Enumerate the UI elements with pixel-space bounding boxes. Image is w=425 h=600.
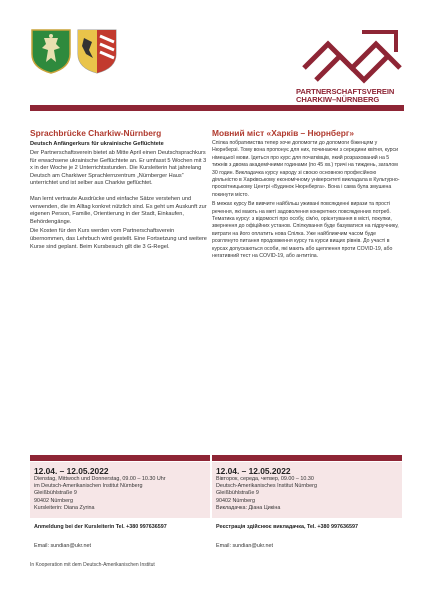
german-title: Sprachbrücke Charkiw-Nürnberg [30,128,162,138]
ukrainian-course-street: Gleißbühlstraße 9 [216,490,259,497]
german-column [30,128,210,251]
german-course-days: Dienstag, Mittwoch und Donnerstag, 09.00 – 10.30 Uhr [34,476,166,482]
german-schedule-bar [30,455,210,461]
german-paragraph-2: Man lernt vertraute Ausdrücke und einfache Sätze verstehen und verwenden, die im Alltag konkret nützlich sind. Es geht um Auskunft zur eigenen Person, Familie, Orientierung in der Stadt, Einkaufen, Behördengänge. [30,195,207,225]
german-course-place: im Deutsch-Amerikanischen Institut Nürnberg [34,483,143,490]
german-schedule [30,462,210,518]
ukrainian-column [212,128,402,261]
german-course-teacher: Kursleiterin: Diana Zyrina [34,504,95,511]
german-paragraph-1: Der Partnerschaftsverein bietet ab Mitte April einen Deutschsprachkurs für erwachsene ukrainische Geflüchtete an. Er umfasst 5 Wochen mit 3 x in der Woche je 2 Unterrichtsstunden. Die Kursleiterin hat jahrelang Deutsch am Charkiwer Sprachlernzentrum „Nürnberger Haus“ unterrichtet und ist selber aus Charkiw geflüchtet. [30,150,207,187]
german-registration [30,518,210,550]
ukrainian-title: Мовний міст «Харків – Нюрнберг» [212,128,354,138]
ukrainian-registration-email[interactable]: Email: sundian@ukr.net [216,543,274,550]
ukrainian-course-place: Deutsch-Amerikanisches Institut Nürnberg [216,483,317,490]
german-course-street: Gleißbühlstraße 9 [34,490,77,497]
ukrainian-schedule-bar [212,455,402,461]
german-registration-email[interactable]: Email: sundian@ukr.net [34,543,92,550]
german-course-city: 90402 Nürnberg [34,497,73,504]
logo-line-1: PARTNERSCHAFTSVEREIN [296,87,395,96]
ukrainian-registration [212,518,402,550]
header-divider [30,105,404,111]
ukrainian-paragraph-2: В межах курсу Ви вивчите найбільш уживані повсякденні вирази та прості речення, які мають на меті задоволення конкретних повсякденних потреб. Тематика курсу: з відомості про особу, сім'ю, орієнтування в місті, покупки, звернення до офіційних установ. Спілкування буде базуватися на підручнику, витрати на його оплатить нова Спілка. Уже найближчим часом буде розглянуто питання продовження курсу та курси вищих рівнів. До участі в курсах допускаються особи, які мають або щеплення проти COVID-19, або негативний тест на COVID-19, або антитіла. [212,201,399,260]
partnership-logo-icon [300,28,404,86]
ukrainian-registration-phone: Реєстрація здійснює викладачка, Tel. +380 997636597 [216,524,358,530]
nuremberg-crest-icon [76,28,118,74]
ukrainian-paragraph-1: Спілка побратимства тепер хоче допомогти до допомоги біженцям у Нюрнберзі. Тому вона пропонує для них, починаючи з середини квітня, курси німецької мови. Ідеться про курс для початківців, який розрахований на 5 тижнів з двома академічними годинами (по 45 хв.) тричі на тиждень, загалом 30 годин. Викладачка курсу народу зі своєю основною професійною діяльністю в Харківському економічному університеті викладала в Культурно-просвітницькому Центрі «Будинок Нюрнберга». Вона і сама була змушена покинути місто. [212,140,400,198]
ukrainian-course-city: 90402 Nürnberg [216,497,255,504]
ukrainian-course-teacher: Викладачка: Діана Цикіна [216,504,281,511]
german-course-dates: 12.04. – 12.05.2022 [34,466,109,476]
cooperation-footer: In Kooperation mit dem Deutsch-Amerikanischen Institut [30,562,155,568]
ukrainian-course-days: Вівторок, середа, четвер, 09.00 – 10.30 [216,476,314,482]
partnership-logo-text [296,88,408,105]
ukrainian-course-dates: 12.04. – 12.05.2022 [216,466,291,476]
german-registration-phone: Anmeldung bei der Kursleiterin Tel. +380 997636597 [34,524,167,530]
city-crests [30,28,118,74]
kharkiv-crest-icon [30,28,72,74]
german-paragraph-3: Die Kosten für den Kurs werden vom Partnerschaftsverein übernommen, das Lehrbuch wird gestellt. Eine Fortsetzung und weitere Kurse sind geplant. Beim Kursbesuch gilt die 3 G-Regel. [30,228,207,250]
logo-line-2: CHARKIW–NÜRNBERG [296,95,380,105]
ukrainian-schedule [212,462,402,518]
german-subtitle: Deutsch Anfängerkurs für ukrainische Geflüchtete [30,141,164,147]
